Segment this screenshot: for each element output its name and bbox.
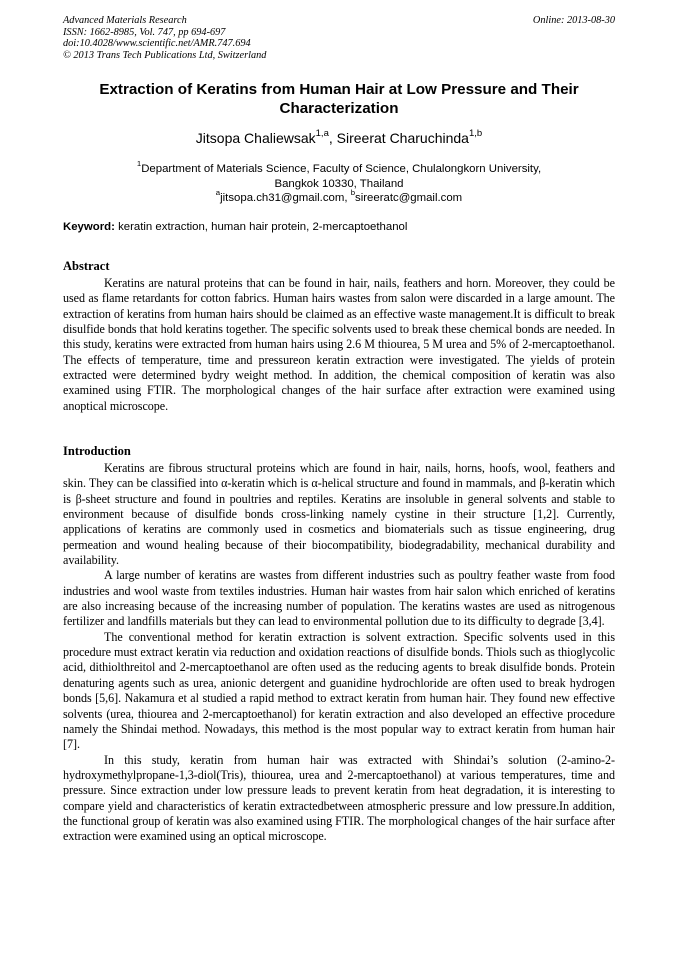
author-2: Sireerat Charuchinda <box>336 130 469 146</box>
affiliation-line-1 <box>63 159 615 177</box>
keyword-text: keratin extraction, human hair protein, 2-mercaptoethanol <box>114 221 408 233</box>
paper-title <box>63 80 615 118</box>
email-line <box>63 188 615 206</box>
author-separator: , <box>328 130 337 146</box>
intro-paragraph-1: Keratins are fibrous structural proteins which are found in hair, nails, horns, hoofs, wool, feathers and skin. They can be classified into α-keratin which is α-helical structure and found in mammals, and β-keratin which is β-sheet structure and found in poultries and reptiles. Keratins are insoluble in general solvents and stable to environment because of disulfide bonds cross-linking namely cystine in their structure [1,2]. Currently, applications of keratins are commonly used in cosmetics and biomaterials such as tissue engineering, drug permeation and wound healing because of their biocompatibility, biodegradability, mechanical durability and availability. <box>63 461 615 568</box>
introduction-heading: Introduction <box>63 444 131 458</box>
email-a: jitsopa.ch31@gmail.com <box>220 192 345 204</box>
journal-header <box>63 15 615 61</box>
title-line-1: Extraction of Keratins from Human Hair at Low Pressure and Their <box>99 81 579 98</box>
email-a-marker: a <box>215 188 221 198</box>
journal-name: Advanced Materials Research <box>63 15 187 26</box>
issn-line: ISSN: 1662-8985, Vol. 747, pp 694-697 <box>63 26 226 38</box>
doi-line: doi:10.4028/www.scientific.net/AMR.747.694 <box>63 38 251 49</box>
online-date: Online: 2013-08-30 <box>532 15 615 26</box>
affiliation-line-2: Bangkok 10330, Thailand <box>274 177 404 190</box>
keywords <box>63 220 615 234</box>
intro-paragraph-2: A large number of keratins are wastes from different industries such as poultry feather waste from food industries and wool waste from textiles industries. Human hair wastes from hair salon which enriched of keratins are also increasing because of the increasing number of population. The keratins wastes are used as nitrogenous fertilizer and landfills materials but they can lead to environmental pollution due to its difficulty to degrade [3,4]. <box>63 568 615 629</box>
author-2-affil: 1,b <box>468 128 483 140</box>
email-separator: , <box>344 192 351 204</box>
intro-paragraph-3: The conventional method for keratin extraction is solvent extraction. Specific solvents used in this procedure must extract keratin via reduction and oxidation reactions of disulfide bonds. Thiols such as thioglycolic acid, dithiolthreitol and 2-mercaptoethanol are often used as the reducing agents to break disulfide bonds. Protein denaturing agents such as urea, anionic detergent and guanidine hydrochloride are often used to break hydrogen bonds [5,6]. Nakamura et al studied a rapid method to extract keratin from human hair. They found new effective solvents (urea, thiourea and 2-mercaptoethanol) for keratin extraction and also developed an effective procedure namely the Shindai method. Nowadays, this method is the most popular way to extract keratin from human hair [7]. <box>63 629 615 752</box>
abstract-body <box>63 276 615 414</box>
affiliation-number: 1 <box>136 159 142 169</box>
title-line-2: Characterization <box>279 100 399 117</box>
email-b-marker: b <box>350 188 356 198</box>
abstract-heading: Abstract <box>63 259 110 273</box>
introduction-body <box>63 461 615 845</box>
keyword-label: Keyword: <box>63 221 115 233</box>
copyright-line: © 2013 Trans Tech Publications Ltd, Switzerland <box>63 49 267 61</box>
author-1-affil: 1,a <box>315 128 329 140</box>
abstract-paragraph: Keratins are natural proteins that can be found in hair, nails, feathers and horn. Moreover, they could be used as flame retardants for cotton fabrics. Human hairs wastes from salon were discarded in a large amount. The extraction of keratins from human hairs should be claimed as an effective waste management.It is difficult to break disulfide bonds that hold keratins together. The specific solvents used to break these chemical bonds are needed. In this study, keratins were extracted from human hairs using 2.6 M thiourea, 5 M urea and 5% of 2-mercaptoethanol. The effects of temperature, time and pressureon keratin extraction were investigated. The yields of protein extracted were determined bydry weight method. In addition, the chemical composition of keratin was also examined using FTIR. The morphological changes of the hair surface after extraction were examined using anoptical microscope. <box>63 276 615 413</box>
author-list <box>63 129 615 147</box>
affiliation-dept: Department of Materials Science, Faculty of Science, Chulalongkorn University, <box>141 163 542 175</box>
intro-paragraph-4: In this study, keratin from human hair was extracted with Shindai’s solution (2-amino-2-hydroxymethylpropane-1,3-diol(Tris), thiourea, urea and 2-mercaptoethanol) at various temperatures, time and pressure. Since extraction under low pressure leads to prevent keratin from heat degradation, it is interesting to compare yield and characteristics of keratin extractedbetween atmospheric pressure and low pressure.In addition, the functional group of keratin was also examined using FTIR. The morphological changes of the hair surface after extraction were examined using an optical microscope. <box>63 752 615 844</box>
affiliation <box>63 159 615 206</box>
email-b: sireeratc@gmail.com <box>355 192 463 204</box>
author-1: Jitsopa Chaliewsak <box>195 130 316 146</box>
